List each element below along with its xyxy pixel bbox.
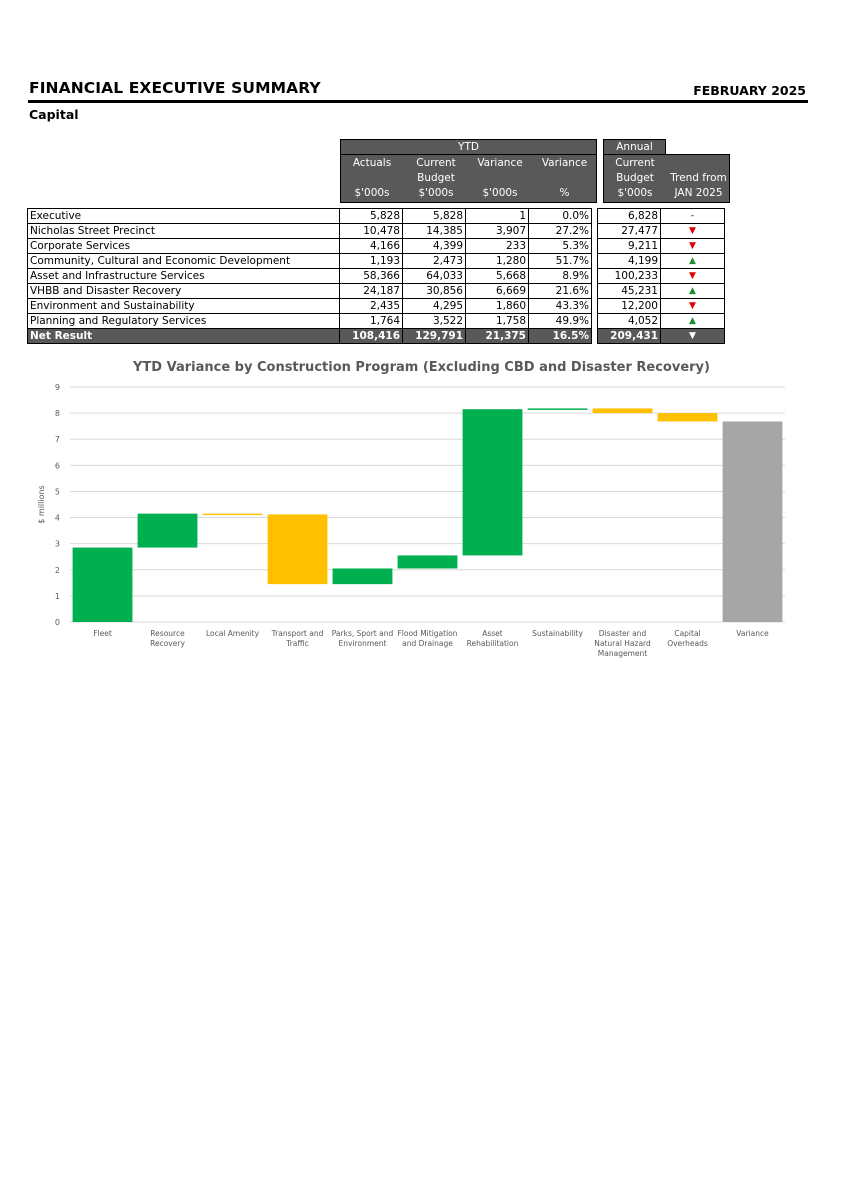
row-label: Planning and Regulatory Services (28, 314, 340, 329)
actuals-cell: 24,187 (340, 284, 403, 299)
trend-up-icon: ▲ (689, 286, 696, 296)
annual-budget-cell: 209,431 (598, 329, 661, 344)
annual-budget-cell: 45,231 (598, 284, 661, 299)
variance-pct-cell: 49.9% (529, 314, 592, 329)
financial-table (27, 208, 725, 344)
ytd-group-header: YTD (340, 139, 597, 155)
column-header-4-line3: % (559, 187, 570, 199)
x-category-label: Capital (674, 629, 701, 638)
x-category-label: Variance (736, 629, 769, 638)
y-tick-label: 6 (54, 461, 60, 471)
table-row (28, 284, 725, 299)
annual-budget-cell: 4,199 (598, 254, 661, 269)
y-tick-label: 1 (54, 591, 60, 601)
x-category-label: Transport and (271, 629, 324, 638)
total-row (28, 329, 725, 344)
trend-down-icon: ▼ (689, 271, 696, 281)
row-label: Environment and Sustainability (28, 299, 340, 314)
column-header-3-line1: Variance (477, 157, 523, 169)
actuals-cell: 1,193 (340, 254, 403, 269)
page-title: FINANCIAL EXECUTIVE SUMMARY (29, 79, 321, 97)
waterfall-bar (723, 421, 783, 622)
row-label: Community, Cultural and Economic Development (28, 254, 340, 269)
y-tick-label: 2 (54, 565, 60, 575)
waterfall-bar (528, 408, 588, 410)
table-row (28, 209, 725, 224)
variance-pct-cell: 43.3% (529, 299, 592, 314)
x-category-label: Rehabilitation (466, 639, 519, 648)
column-header-3-line3: $'000s (482, 187, 518, 199)
actuals-cell: 4,166 (340, 239, 403, 254)
annual-group-header: Annual (603, 139, 666, 155)
waterfall-bar (203, 514, 263, 516)
section-subtitle: Capital (29, 107, 79, 122)
column-header-5-line1: Current (615, 157, 655, 169)
trend-cell (661, 269, 725, 284)
waterfall-bar (138, 514, 198, 548)
column-header-2-line1: Current (416, 157, 456, 169)
row-label: Executive (28, 209, 340, 224)
trend-flat-icon: - (690, 211, 695, 221)
variance-pct-cell: 51.7% (529, 254, 592, 269)
chart-title: YTD Variance by Construction Program (Excluding CBD and Disaster Recovery) (133, 360, 710, 375)
x-category-label: Local Amenity (205, 629, 260, 638)
trend-down-icon: ▼ (689, 226, 696, 236)
waterfall-bar (593, 408, 653, 413)
table-row (28, 239, 725, 254)
report-month: FEBRUARY 2025 (693, 83, 806, 98)
actuals-cell: 5,828 (340, 209, 403, 224)
waterfall-bar (658, 413, 718, 421)
trend-down-icon: ▼ (689, 241, 696, 251)
variance-cell: 5,668 (466, 269, 529, 284)
waterfall-bar (398, 555, 458, 568)
y-tick-label: 3 (54, 539, 60, 549)
annual-budget-cell: 100,233 (598, 269, 661, 284)
y-tick-label: 7 (54, 435, 60, 445)
trend-cell (661, 239, 725, 254)
annual-budget-cell: 12,200 (598, 299, 661, 314)
column-header-5-line3: $'000s (617, 187, 653, 199)
trend-cell (661, 209, 725, 224)
x-category-label: Resource (150, 629, 185, 638)
x-category-label: Recovery (150, 639, 185, 648)
annual-budget-cell: 27,477 (598, 224, 661, 239)
variance-cell: 233 (466, 239, 529, 254)
variance-pct-cell: 0.0% (529, 209, 592, 224)
actuals-cell: 1,764 (340, 314, 403, 329)
variance-cell: 1,860 (466, 299, 529, 314)
actuals-cell: 108,416 (340, 329, 403, 344)
budget-cell: 64,033 (403, 269, 466, 284)
x-category-label: Asset (482, 629, 503, 638)
table-row (28, 269, 725, 284)
budget-cell: 30,856 (403, 284, 466, 299)
actuals-cell: 58,366 (340, 269, 403, 284)
column-header-1-line3: $'000s (354, 187, 390, 199)
waterfall-bar (333, 568, 393, 584)
variance-cell: 3,907 (466, 224, 529, 239)
actuals-cell: 2,435 (340, 299, 403, 314)
row-label: VHBB and Disaster Recovery (28, 284, 340, 299)
variance-pct-cell: 27.2% (529, 224, 592, 239)
y-tick-label: 5 (54, 487, 60, 497)
trend-up-icon: ▲ (689, 316, 696, 326)
x-category-label: Management (597, 649, 648, 658)
x-category-label: Overheads (667, 639, 708, 648)
title-divider (28, 100, 808, 103)
annual-budget-cell: 6,828 (598, 209, 661, 224)
x-category-label: Disaster and (598, 629, 647, 638)
variance-cell: 6,669 (466, 284, 529, 299)
column-header-6-line2: Trend from (670, 172, 727, 184)
waterfall-bar (463, 409, 523, 555)
x-category-label: Traffic (286, 639, 309, 648)
trend-cell (661, 299, 725, 314)
variance-pct-cell: 5.3% (529, 239, 592, 254)
y-tick-label: 9 (54, 383, 60, 392)
table-row (28, 299, 725, 314)
waterfall-bar (268, 514, 328, 584)
column-header-1-line1: Actuals (352, 157, 392, 169)
table-row (28, 314, 725, 329)
column-header-6-line3: JAN 2025 (674, 187, 723, 199)
row-label: Nicholas Street Precinct (28, 224, 340, 239)
budget-cell: 2,473 (403, 254, 466, 269)
budget-cell: 3,522 (403, 314, 466, 329)
waterfall-chart (0, 375, 843, 675)
x-category-label: Fleet (93, 629, 112, 638)
budget-cell: 14,385 (403, 224, 466, 239)
variance-pct-cell: 8.9% (529, 269, 592, 284)
variance-cell: 1,280 (466, 254, 529, 269)
x-category-label: and Drainage (402, 639, 453, 648)
budget-cell: 4,399 (403, 239, 466, 254)
y-axis-label: $ millions (37, 485, 46, 524)
column-header-4-line1: Variance (541, 157, 588, 169)
y-tick-label: 0 (54, 618, 60, 627)
table-row (28, 224, 725, 239)
x-category-label: Flood Mitigation (397, 629, 458, 638)
trend-cell (661, 284, 725, 299)
x-category-label: Natural Hazard (594, 639, 651, 648)
trend-down-icon: ▼ (689, 301, 696, 311)
column-header-2-line3: $'000s (418, 187, 454, 199)
annual-budget-cell: 9,211 (598, 239, 661, 254)
x-category-label: Sustainability (532, 629, 583, 638)
row-label: Asset and Infrastructure Services (28, 269, 340, 284)
budget-cell: 5,828 (403, 209, 466, 224)
budget-cell: 129,791 (403, 329, 466, 344)
row-label: Corporate Services (28, 239, 340, 254)
row-label: Net Result (28, 329, 340, 344)
variance-cell: 1 (466, 209, 529, 224)
trend-cell (661, 224, 725, 239)
trend-down-icon: ▼ (689, 331, 696, 341)
column-header-5-line2: Budget (616, 172, 654, 184)
trend-up-icon: ▲ (689, 256, 696, 266)
annual-budget-cell: 4,052 (598, 314, 661, 329)
trend-cell (661, 329, 725, 344)
variance-pct-cell: 21.6% (529, 284, 592, 299)
variance-pct-cell: 16.5% (529, 329, 592, 344)
budget-cell: 4,295 (403, 299, 466, 314)
actuals-cell: 10,478 (340, 224, 403, 239)
column-header-2-line2: Budget (417, 172, 455, 184)
variance-cell: 1,758 (466, 314, 529, 329)
variance-cell: 21,375 (466, 329, 529, 344)
y-tick-label: 8 (54, 409, 60, 419)
trend-cell (661, 314, 725, 329)
y-tick-label: 4 (54, 513, 60, 523)
trend-cell (661, 254, 725, 269)
table-row (28, 254, 725, 269)
x-category-label: Environment (338, 639, 387, 648)
waterfall-bar (73, 548, 133, 622)
x-category-label: Parks, Sport and (331, 629, 394, 638)
